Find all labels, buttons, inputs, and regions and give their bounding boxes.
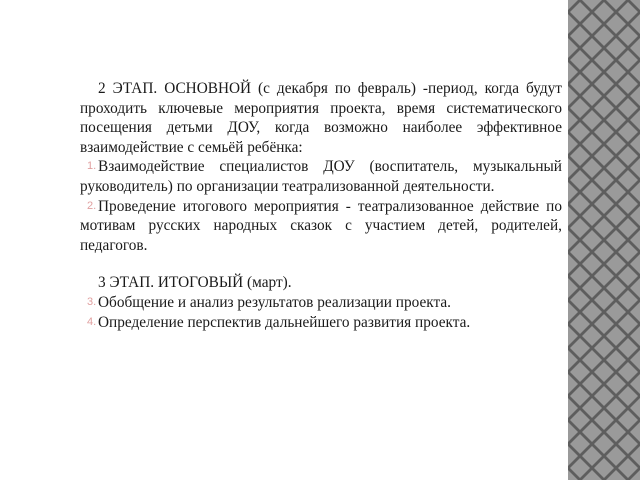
- list-number: 2.: [87, 199, 97, 212]
- list-item: [80, 197, 562, 256]
- list-item-text: Проведение итогового мероприятия - театрализованное действие по мотивам русских народных сказок с участием детей, родителей, педагогов.: [80, 197, 562, 254]
- list-item-text: Определение перспектив дальнейшего развития проекта.: [98, 313, 471, 331]
- list-number: 4.: [87, 315, 97, 328]
- list-item-text: Обобщение и анализ результатов реализации проекта.: [98, 293, 451, 311]
- list-item: [80, 313, 562, 333]
- list-number: 1.: [87, 160, 97, 173]
- slide-content: [80, 79, 562, 332]
- list-number: 3.: [87, 295, 97, 308]
- stage2-intro: 2 ЭТАП. ОСНОВНОЙ (с декабря по февраль) -период, когда будут проходить ключевые мероприятия проекта, время систематического посещения детьми ДОУ, когда возможно наиболее эффективное взаимодействие с семьёй ребёнка:: [80, 80, 562, 156]
- spacer: [80, 255, 562, 273]
- decorative-side-panel: [568, 0, 640, 480]
- diamond-pattern-icon: [568, 0, 640, 480]
- stage3-title: 3 ЭТАП. ИТОГОВЫЙ (март).: [98, 274, 292, 292]
- list-item: [80, 293, 562, 313]
- list-item-text: Взаимодействие специалистов ДОУ (воспитатель, музыкальный руководитель) по организации театрализованной деятельности.: [80, 158, 562, 195]
- list-item: [80, 157, 562, 196]
